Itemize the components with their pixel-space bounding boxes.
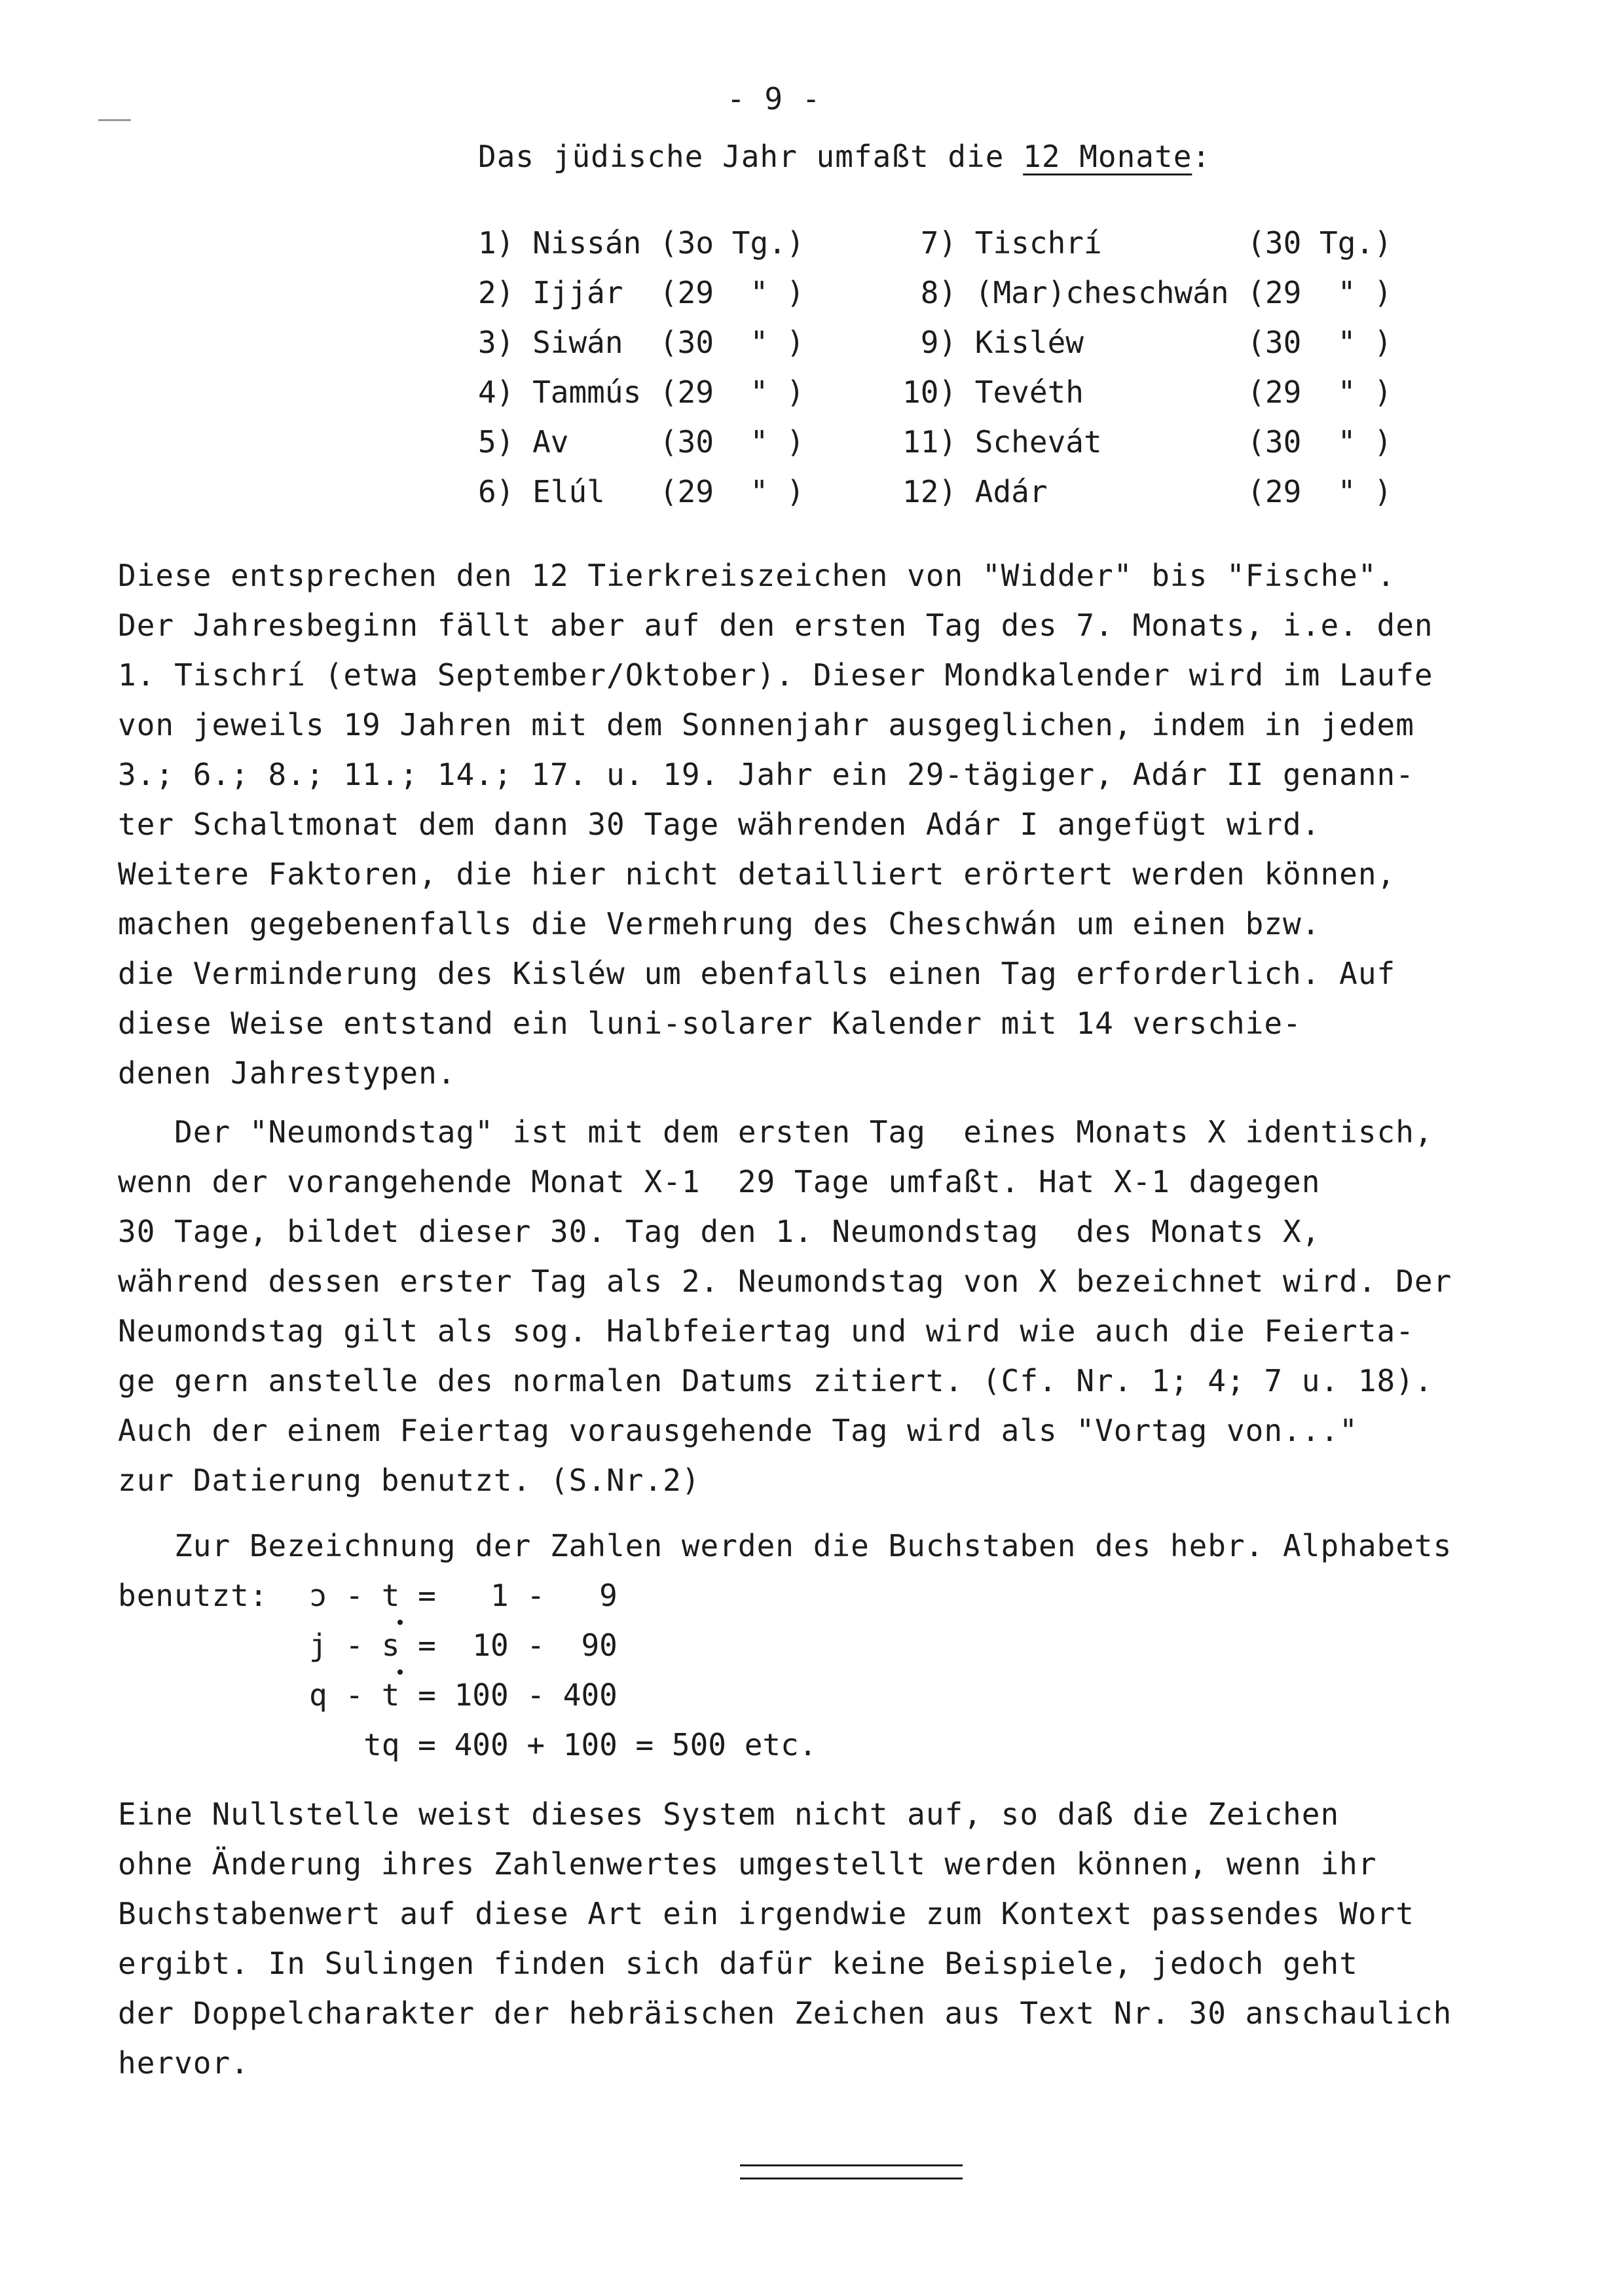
closing-rule-top — [740, 2164, 963, 2166]
alphabet-row: ɔ - t = 1 - 9 — [309, 1578, 618, 1613]
month-row: 4) Tammús (29 " ) — [478, 374, 805, 410]
text-line: Buchstabenwert auf diese Art ein irgendwie zum Kontext passendes Wort — [118, 1896, 1414, 1931]
month-row: 6) Elúl (29 " ) — [478, 474, 805, 509]
text-line: Neumondstag gilt als sog. Halbfeiertag und wird wie auch die Feierta- — [118, 1313, 1414, 1349]
intro-underlined: 12 Monate — [1023, 139, 1192, 174]
text-line: ge gern anstelle des normalen Datums zitiert. (Cf. Nr. 1; 4; 7 u. 18). — [118, 1363, 1433, 1398]
text-line: 3.; 6.; 8.; 11.; 14.; 17. u. 19. Jahr ein 29-tägiger, Adár II genann- — [118, 757, 1414, 792]
text-line: 1. Tischrí (etwa September/Oktober). Dieser Mondkalender wird im Laufe — [118, 657, 1433, 693]
month-row: 7) Tischrí (30 Tg.) — [920, 225, 1392, 261]
text-line: Zur Bezeichnung der Zahlen werden die Buchstaben des hebr. Alphabets — [118, 1528, 1452, 1563]
diacritic-dot — [397, 1669, 403, 1675]
month-row: 10) Tevéth (29 " ) — [902, 374, 1392, 410]
text-line: machen gegebenenfalls die Vermehrung des Cheschwán um einen bzw. — [118, 906, 1321, 941]
text-line: hervor. — [118, 2045, 249, 2081]
month-row: 1) Nissán (3o Tg.) — [478, 225, 805, 261]
text-line: der Doppelcharakter der hebräischen Zeichen aus Text Nr. 30 anschaulich — [118, 1995, 1452, 2031]
text-line: Diese entsprechen den 12 Tierkreiszeichen von "Widder" bis "Fische". — [118, 558, 1396, 593]
text-line: ohne Änderung ihres Zahlenwertes umgestellt werden können, wenn ihr — [118, 1846, 1377, 1882]
alphabet-row: j - s = 10 - 90 — [309, 1628, 618, 1663]
page-number: - 9 - — [727, 81, 821, 117]
text-line: Eine Nullstelle weist dieses System nicht auf, so daß die Zeichen — [118, 1796, 1340, 1832]
month-row: 12) Adár (29 " ) — [902, 474, 1392, 509]
alphabet-lead: benutzt: — [118, 1578, 268, 1613]
alphabet-row: tq = 400 + 100 = 500 etc. — [309, 1727, 817, 1762]
text-line: die Verminderung des Kisléw um ebenfalls einen Tag erforderlich. Auf — [118, 956, 1396, 991]
intro-suffix: : — [1192, 139, 1211, 174]
text-line: wenn der vorangehende Monat X-1 29 Tage umfaßt. Hat X-1 dagegen — [118, 1164, 1321, 1199]
corner-mark — [98, 119, 131, 121]
text-line: diese Weise entstand ein luni-solarer Kalender mit 14 verschie- — [118, 1006, 1302, 1041]
text-line: zur Datierung benutzt. (S.Nr.2) — [118, 1463, 701, 1498]
diacritic-dot — [397, 1620, 403, 1625]
month-row: 5) Av (30 " ) — [478, 424, 805, 460]
intro-prefix: Das jüdische Jahr umfaßt die — [478, 139, 1024, 174]
month-row: 2) Ijjár (29 " ) — [478, 275, 805, 310]
text-line: Weitere Faktoren, die hier nicht detailliert erörtert werden können, — [118, 856, 1396, 892]
month-row: 8) (Mar)cheschwán (29 " ) — [920, 275, 1392, 310]
text-line: während dessen erster Tag als 2. Neumondstag von X bezeichnet wird. Der — [118, 1264, 1452, 1299]
month-row: 9) Kisléw (30 " ) — [920, 325, 1392, 360]
text-line: denen Jahrestypen. — [118, 1055, 456, 1091]
text-line: Der Jahresbeginn fällt aber auf den ersten Tag des 7. Monats, i.e. den — [118, 608, 1433, 643]
text-line: Auch der einem Feiertag vorausgehende Tag wird als "Vortag von..." — [118, 1413, 1358, 1448]
closing-rule-bottom — [740, 2178, 963, 2179]
month-row: 3) Siwán (30 " ) — [478, 325, 805, 360]
text-line: ergibt. In Sulingen finden sich dafür keine Beispiele, jedoch geht — [118, 1946, 1358, 1981]
text-line: 30 Tage, bildet dieser 30. Tag den 1. Neumondstag des Monats X, — [118, 1214, 1321, 1249]
month-row: 11) Schevát (30 " ) — [902, 424, 1392, 460]
alphabet-row: q - t = 100 - 400 — [309, 1677, 618, 1713]
intro-line — [478, 141, 1211, 172]
text-line: Der "Neumondstag" ist mit dem ersten Tag eines Monats X identisch, — [118, 1114, 1433, 1150]
text-line: von jeweils 19 Jahren mit dem Sonnenjahr ausgeglichen, indem in jedem — [118, 707, 1414, 742]
text-line: ter Schaltmonat dem dann 30 Tage währenden Adár I angefügt wird. — [118, 807, 1321, 842]
